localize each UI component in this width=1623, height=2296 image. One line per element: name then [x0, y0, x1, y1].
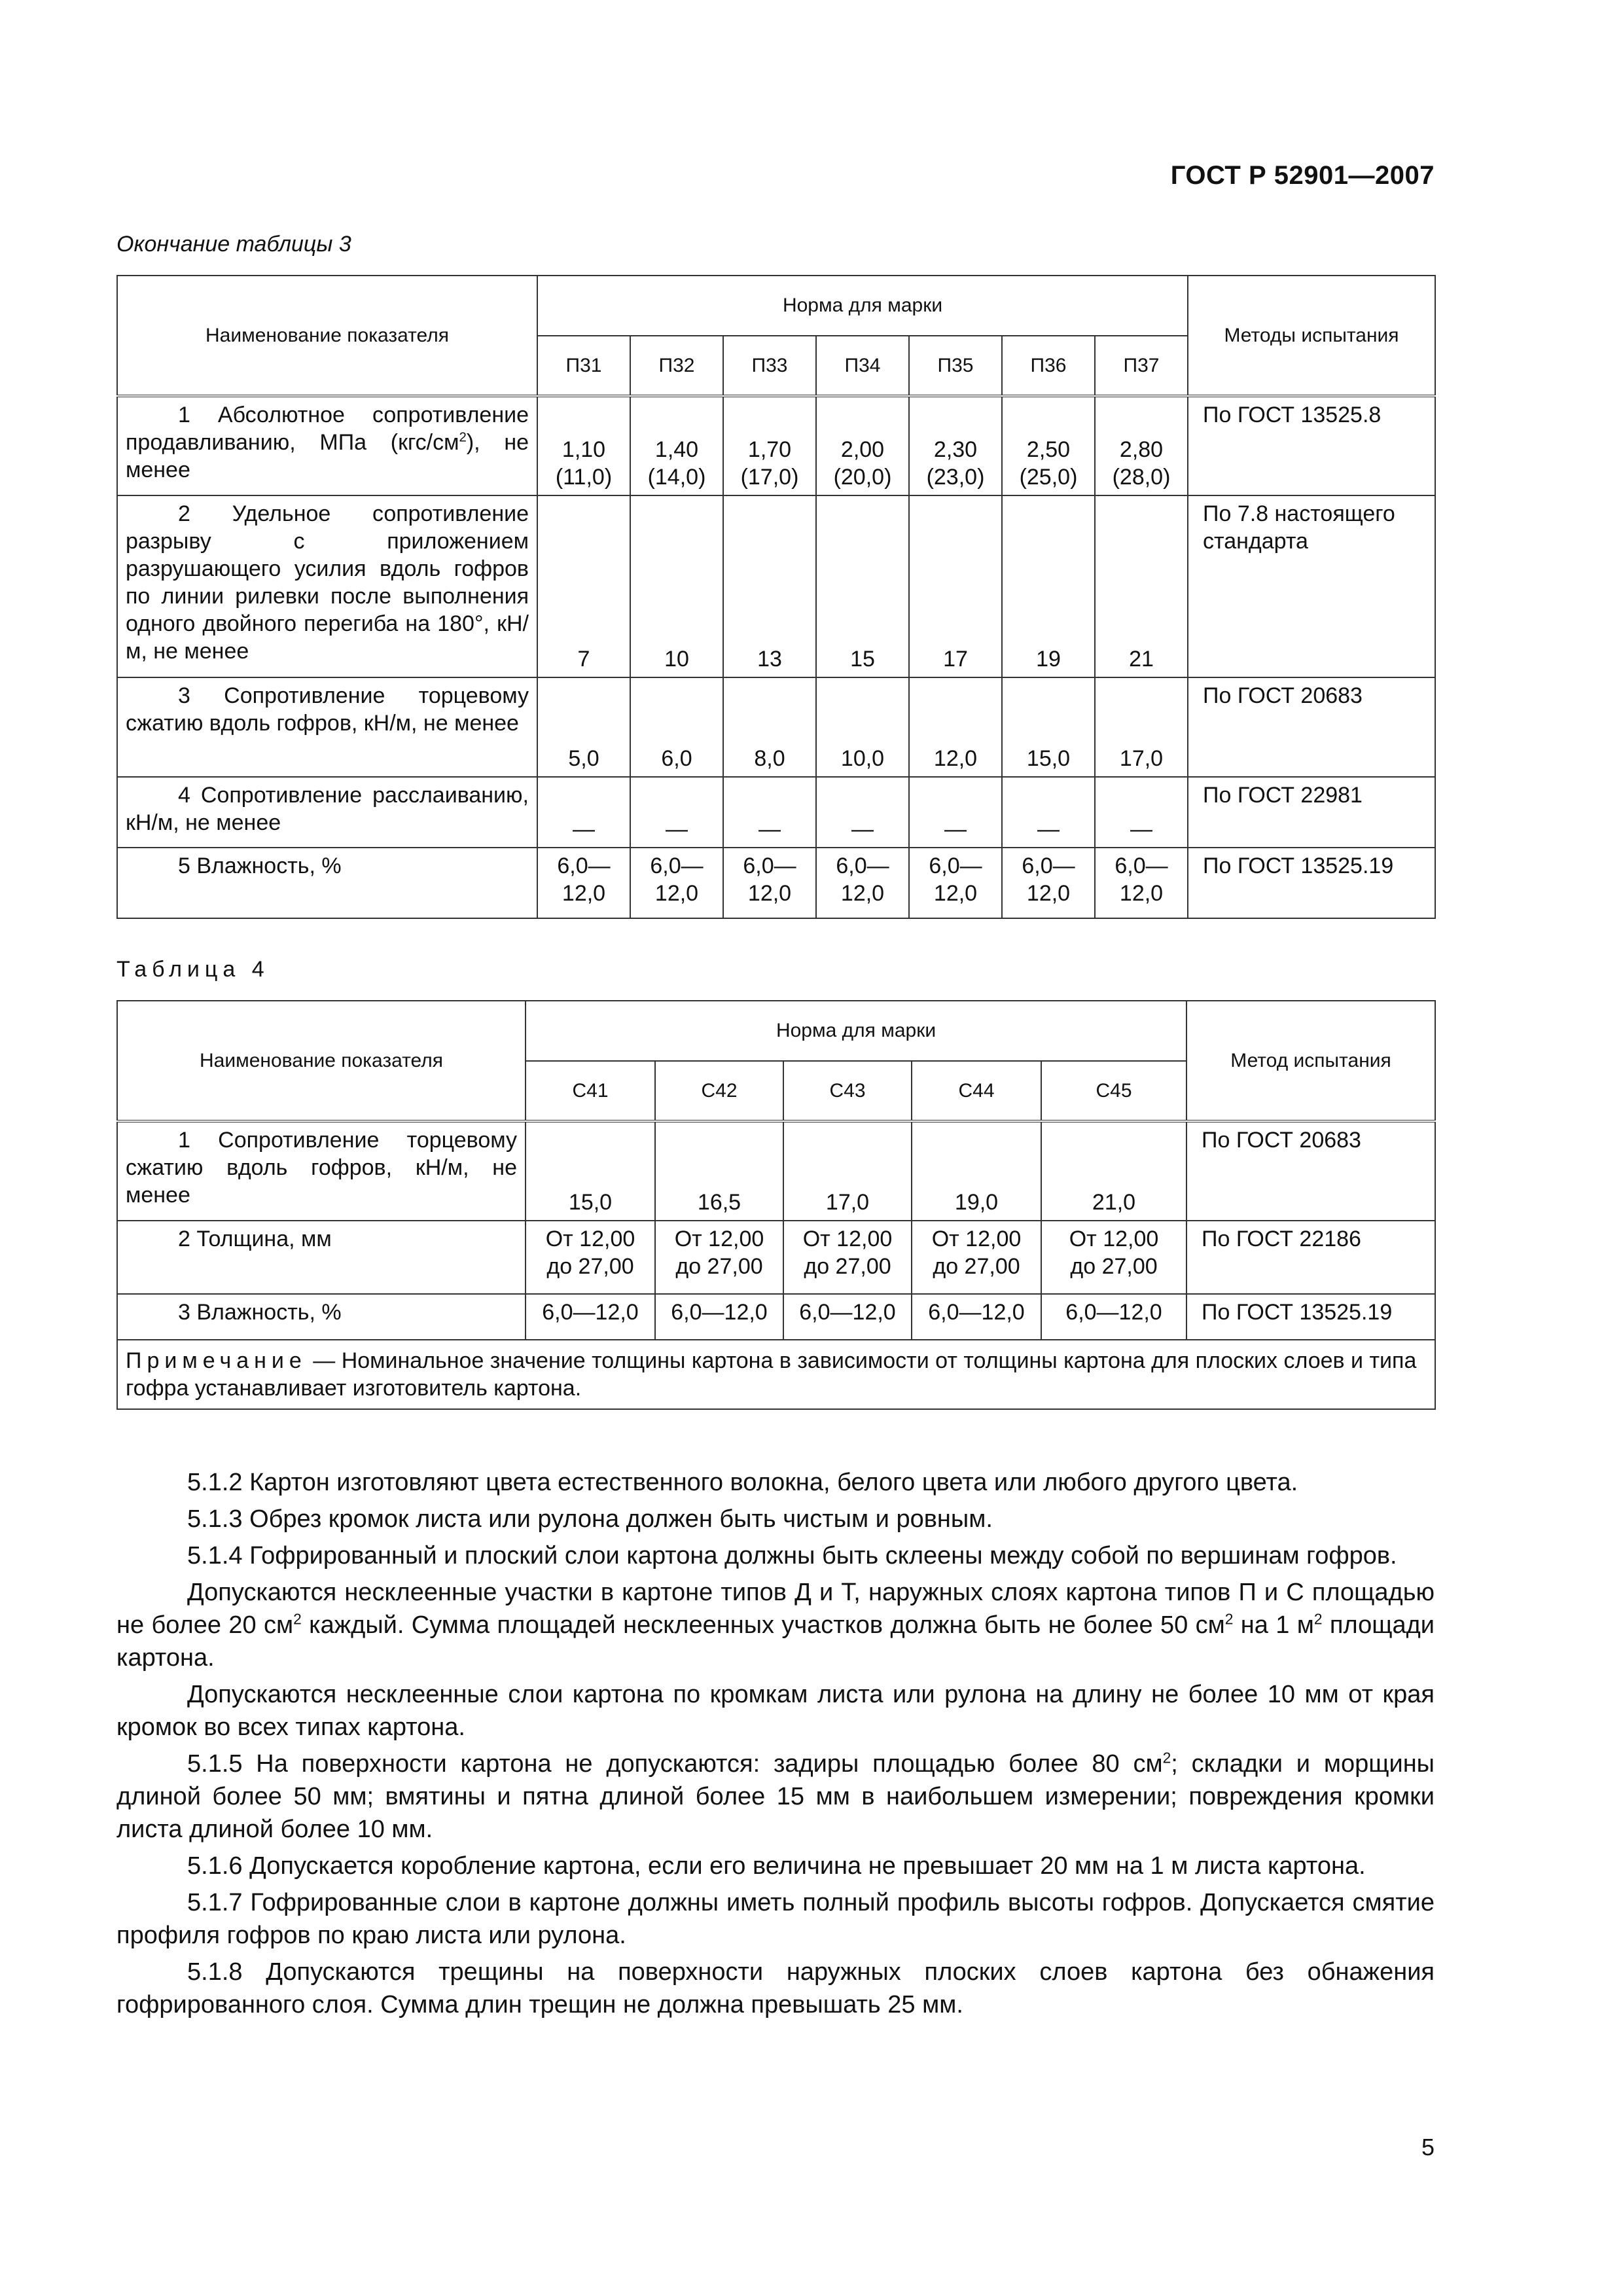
table4-mark-header: С42: [655, 1061, 783, 1121]
table3-mark-header: П34: [816, 336, 909, 396]
table-note-row: [117, 1340, 1435, 1409]
norm-value: 10,0: [816, 677, 909, 777]
norm-value: 15,0: [1002, 677, 1095, 777]
table-row: [117, 1221, 1435, 1294]
indicator-name: 1 Сопротивление торцевому сжатию вдоль гофров, кН/м, не менее: [117, 1121, 526, 1221]
norm-value: 17,0: [1095, 677, 1188, 777]
norm-value: —: [909, 777, 1002, 848]
body-paragraph: 5.1.7 Гофрированные слои в картоне должны иметь полный профиль высоты гофров. Допускается смятие профиля гофров по краю листа или рулона.: [116, 1889, 1435, 1949]
indicator-name: 5 Влажность, %: [117, 848, 537, 918]
page-number: 5: [1421, 2134, 1435, 2161]
norm-value: 8,0: [723, 677, 816, 777]
body-text: [116, 1466, 1435, 2025]
norm-value: 6,0—12,0: [783, 1294, 912, 1340]
norm-value: —: [1002, 777, 1095, 848]
body-paragraph: 5.1.2 Картон изготовляют цвета естественного волокна, белого цвета или любого другого цвета.: [187, 1469, 1298, 1496]
indicator-name: 3 Влажность, %: [117, 1294, 526, 1340]
test-method: По ГОСТ 22981: [1188, 777, 1435, 848]
test-method: По ГОСТ 20683: [1186, 1121, 1435, 1221]
indicator-name: 2 Толщина, мм: [117, 1221, 526, 1294]
test-method: По ГОСТ 13525.8: [1188, 396, 1435, 495]
norm-value: 5,0: [537, 677, 630, 777]
norm-value: 21,0: [1041, 1121, 1186, 1221]
norm-value: 6,0— 12,0: [1095, 848, 1188, 918]
table-row: [117, 1294, 1435, 1340]
norm-value: 6,0— 12,0: [816, 848, 909, 918]
test-method: По 7.8 настоящего стандарта: [1188, 495, 1435, 677]
table3-mark-header: П32: [630, 336, 723, 396]
table4: [116, 1000, 1436, 1410]
norm-value: 17: [909, 495, 1002, 677]
norm-value: От 12,00 до 27,00: [1041, 1221, 1186, 1294]
table4-header-group: Норма для марки: [526, 1001, 1186, 1061]
table3-header-group: Норма для марки: [537, 276, 1188, 336]
norm-value: 19: [1002, 495, 1095, 677]
norm-value: 1,40 (14,0): [630, 396, 723, 495]
test-method: По ГОСТ 13525.19: [1186, 1294, 1435, 1340]
norm-value: 6,0—12,0: [655, 1294, 783, 1340]
norm-value: От 12,00 до 27,00: [655, 1221, 783, 1294]
norm-value: От 12,00 до 27,00: [783, 1221, 912, 1294]
table3-mark-header: П31: [537, 336, 630, 396]
table4-header-method: Метод испытания: [1186, 1001, 1435, 1121]
table3: [116, 275, 1436, 919]
norm-value: 13: [723, 495, 816, 677]
test-method: По ГОСТ 22186: [1186, 1221, 1435, 1294]
table-row: [117, 677, 1435, 777]
norm-value: От 12,00 до 27,00: [912, 1221, 1041, 1294]
body-paragraph: Допускаются несклеенные участки в картоне типов Д и Т, наружных слоях картона типов П и С площадью не более 20 $см^2$ каждый. Сумма площадей несклеенных участков должна быть не более 50 $см^2$ на 1 $м^2$ площади картона.: [116, 1579, 1435, 1672]
table4-mark-header: С44: [912, 1061, 1041, 1121]
table4-mark-header: С43: [783, 1061, 912, 1121]
body-paragraph: 5.1.6 Допускается коробление картона, если его величина не превышает 20 мм на 1 м листа картона.: [187, 1852, 1366, 1880]
norm-value: —: [723, 777, 816, 848]
document-standard-id: ГОСТ Р 52901—2007: [1170, 161, 1435, 190]
indicator-name: 3 Сопротивление торцевому сжатию вдоль гофров, кН/м, не менее: [117, 677, 537, 777]
norm-value: 2,30 (23,0): [909, 396, 1002, 495]
table3-mark-header: П35: [909, 336, 1002, 396]
norm-value: 1,10 (11,0): [537, 396, 630, 495]
table-row: [117, 777, 1435, 848]
table-row: [117, 848, 1435, 918]
indicator-name: 4 Сопротивление расслаиванию, кН/м, не менее: [117, 777, 537, 848]
table-note: [117, 1340, 1435, 1409]
table4-caption: Таблица 4: [116, 957, 270, 982]
test-method: По ГОСТ 13525.19: [1188, 848, 1435, 918]
norm-value: 15: [816, 495, 909, 677]
body-paragraph: 5.1.3 Обрез кромок листа или рулона должен быть чистым и ровным.: [187, 1505, 993, 1533]
norm-value: 2,80 (28,0): [1095, 396, 1188, 495]
norm-value: 19,0: [912, 1121, 1041, 1221]
norm-value: 2,00 (20,0): [816, 396, 909, 495]
table3-mark-header: П37: [1095, 336, 1188, 396]
test-method: По ГОСТ 20683: [1188, 677, 1435, 777]
body-paragraph: 5.1.4 Гофрированный и плоский слои картона должны быть склеены между собой по вершинам гофров.: [187, 1542, 1397, 1570]
norm-value: 6,0—12,0: [1041, 1294, 1186, 1340]
norm-value: 16,5: [655, 1121, 783, 1221]
indicator-name: 2 Удельное сопротивление разрыву с приложением разрушающего усилия вдоль гофров по линии рилевки после выполнения одного двойного перегиба на 180°, кН/м, не менее: [117, 495, 537, 677]
norm-value: 6,0—12,0: [912, 1294, 1041, 1340]
table3-header-name: Наименование показателя: [117, 276, 537, 396]
body-paragraph: 5.1.5 На поверхности картона не допускаются: задиры площадью более 80 $см^2$; складки и морщины длиной более 50 мм; вмятины и пятна длиной более 15 мм в наибольшем измерении; повреждения кромки листа длиной более 10 мм.: [116, 1749, 1435, 1843]
norm-value: От 12,00 до 27,00: [526, 1221, 655, 1294]
table4-mark-header: С41: [526, 1061, 655, 1121]
indicator-name: 1 Абсолютное сопротивление продавливанию, МПа $(кгс/см^2)$, не менее: [117, 396, 537, 495]
table3-mark-header: П33: [723, 336, 816, 396]
norm-value: —: [537, 777, 630, 848]
table-row: [117, 396, 1435, 495]
norm-value: 6,0: [630, 677, 723, 777]
norm-value: —: [816, 777, 909, 848]
norm-value: 15,0: [526, 1121, 655, 1221]
norm-value: 10: [630, 495, 723, 677]
norm-value: 6,0— 12,0: [909, 848, 1002, 918]
table4-mark-header: С45: [1041, 1061, 1186, 1121]
body-paragraph: 5.1.8 Допускаются трещины на поверхности наружных плоских слоев картона без обнажения гофрированного слоя. Сумма длин трещин не должна превышать 25 мм.: [116, 1958, 1435, 2018]
body-paragraph: Допускаются несклеенные слои картона по кромкам листа или рулона на длину не более 10 мм от края кромок во всех типах картона.: [116, 1681, 1435, 1741]
table3-caption: Окончание таблицы 3: [116, 232, 351, 257]
table3-mark-header: П36: [1002, 336, 1095, 396]
norm-value: 17,0: [783, 1121, 912, 1221]
norm-value: 1,70 (17,0): [723, 396, 816, 495]
norm-value: 6,0—12,0: [526, 1294, 655, 1340]
norm-value: 12,0: [909, 677, 1002, 777]
norm-value: —: [1095, 777, 1188, 848]
norm-value: 2,50 (25,0): [1002, 396, 1095, 495]
norm-value: 7: [537, 495, 630, 677]
norm-value: —: [630, 777, 723, 848]
table-row: [117, 495, 1435, 677]
norm-value: 6,0— 12,0: [1002, 848, 1095, 918]
table-row: [117, 1121, 1435, 1221]
norm-value: 6,0— 12,0: [630, 848, 723, 918]
norm-value: 6,0— 12,0: [723, 848, 816, 918]
norm-value: 6,0— 12,0: [537, 848, 630, 918]
note-text: — Номинальное значение толщины картона в зависимости от толщины картона для плоских слоев и типа гофра устанавливает изготовитель картона.: [126, 1348, 1417, 1401]
note-label: Примечание: [126, 1348, 307, 1373]
table3-header-method: Методы испытания: [1188, 276, 1435, 396]
norm-value: 21: [1095, 495, 1188, 677]
table4-header-name: Наименование показателя: [117, 1001, 526, 1121]
